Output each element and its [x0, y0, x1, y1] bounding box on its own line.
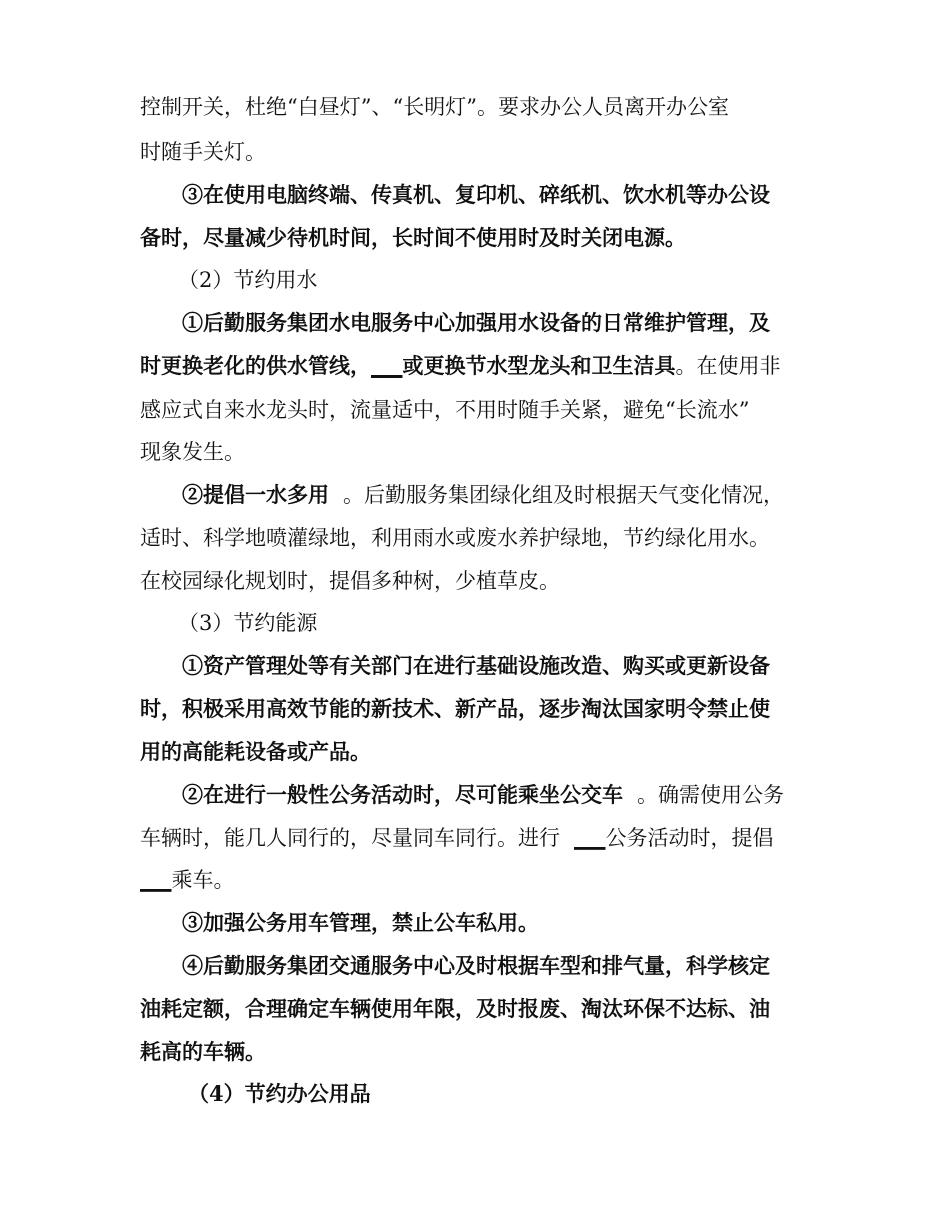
text-run: 时更换老化的供水管线， — [140, 353, 371, 378]
section-heading: （3）节约能源 — [178, 611, 318, 635]
paragraph-line — [182, 481, 862, 509]
section-heading: （4）节约办公用品 — [188, 1081, 371, 1106]
blank-fill: ___ — [574, 826, 606, 850]
paragraph-line: 时随手关灯。 — [140, 140, 266, 164]
paragraph-line: 用的高能耗设备或产品。 — [140, 739, 371, 764]
blank-fill: ___ — [371, 353, 403, 378]
paragraph-line: 油耗定额，合理确定车辆使用年限，及时报废、淘汰环保不达标、油 — [140, 996, 770, 1021]
text-run: 车辆时，能几人同行的，尽量同车同行。进行 — [140, 826, 560, 850]
blank-fill: ___ — [140, 868, 172, 892]
paragraph-line — [140, 824, 820, 852]
paragraph-line: ①资产管理处等有关部门在进行基础设施改造、购买或更新设备 — [182, 653, 770, 678]
text-run: 。在使用非 — [675, 354, 781, 378]
paragraph-line: 现象发生。 — [140, 440, 245, 464]
paragraph-line: 备时，尽量减少待机时间，长时间不使用时及时关闭电源。 — [140, 225, 686, 250]
section-heading: （2）节约用水 — [178, 268, 318, 292]
paragraph-line: 时，积极采用高效节能的新技术、新产品，逐步淘汰国家明令禁止使 — [140, 696, 770, 721]
paragraph-line: ③加强公务用车管理，禁止公车私用。 — [182, 910, 539, 935]
text-run: 公务活动时，提倡 — [605, 826, 774, 850]
text-run: ②在进行一般性公务活动时，尽可能乘坐公交车 — [182, 782, 623, 807]
paragraph-line: ③在使用电脑终端、传真机、复印机、碎纸机、饮水机等办公设 — [182, 182, 770, 207]
paragraph-line — [140, 866, 820, 894]
paragraph-line: ①后勤服务集团水电服务中心加强用水设备的日常维护管理，及 — [182, 310, 770, 335]
paragraph-line: 耗高的车辆。 — [140, 1039, 266, 1064]
paragraph-line — [182, 781, 862, 809]
text-run: 。后勤服务集团绿化组及时根据天气变化情况， — [343, 483, 784, 507]
paragraph-line: ④后勤服务集团交通服务中心及时根据车型和排气量，科学核定 — [182, 953, 770, 978]
text-run: 乘车。 — [171, 868, 235, 892]
text-run: 或更换节水型龙头和卫生洁具 — [402, 353, 676, 378]
paragraph-line: 在校园绿化规划时，提倡多种树，少植草皮。 — [140, 569, 560, 593]
text-run: 。确需使用公务 — [637, 783, 784, 807]
paragraph-line: 感应式自来水龙头时，流量适中，不用时随手关紧，避免“长流水” — [140, 398, 750, 422]
paragraph-line — [140, 352, 820, 380]
paragraph-line: 控制开关，杜绝“白昼灯”、“长明灯”。要求办公人员离开办公室 — [140, 95, 729, 119]
paragraph-line: 适时、科学地喷灌绿地，利用雨水或废水养护绿地，节约绿化用水。 — [140, 526, 770, 550]
text-run: ②提倡一水多用 — [182, 482, 329, 507]
